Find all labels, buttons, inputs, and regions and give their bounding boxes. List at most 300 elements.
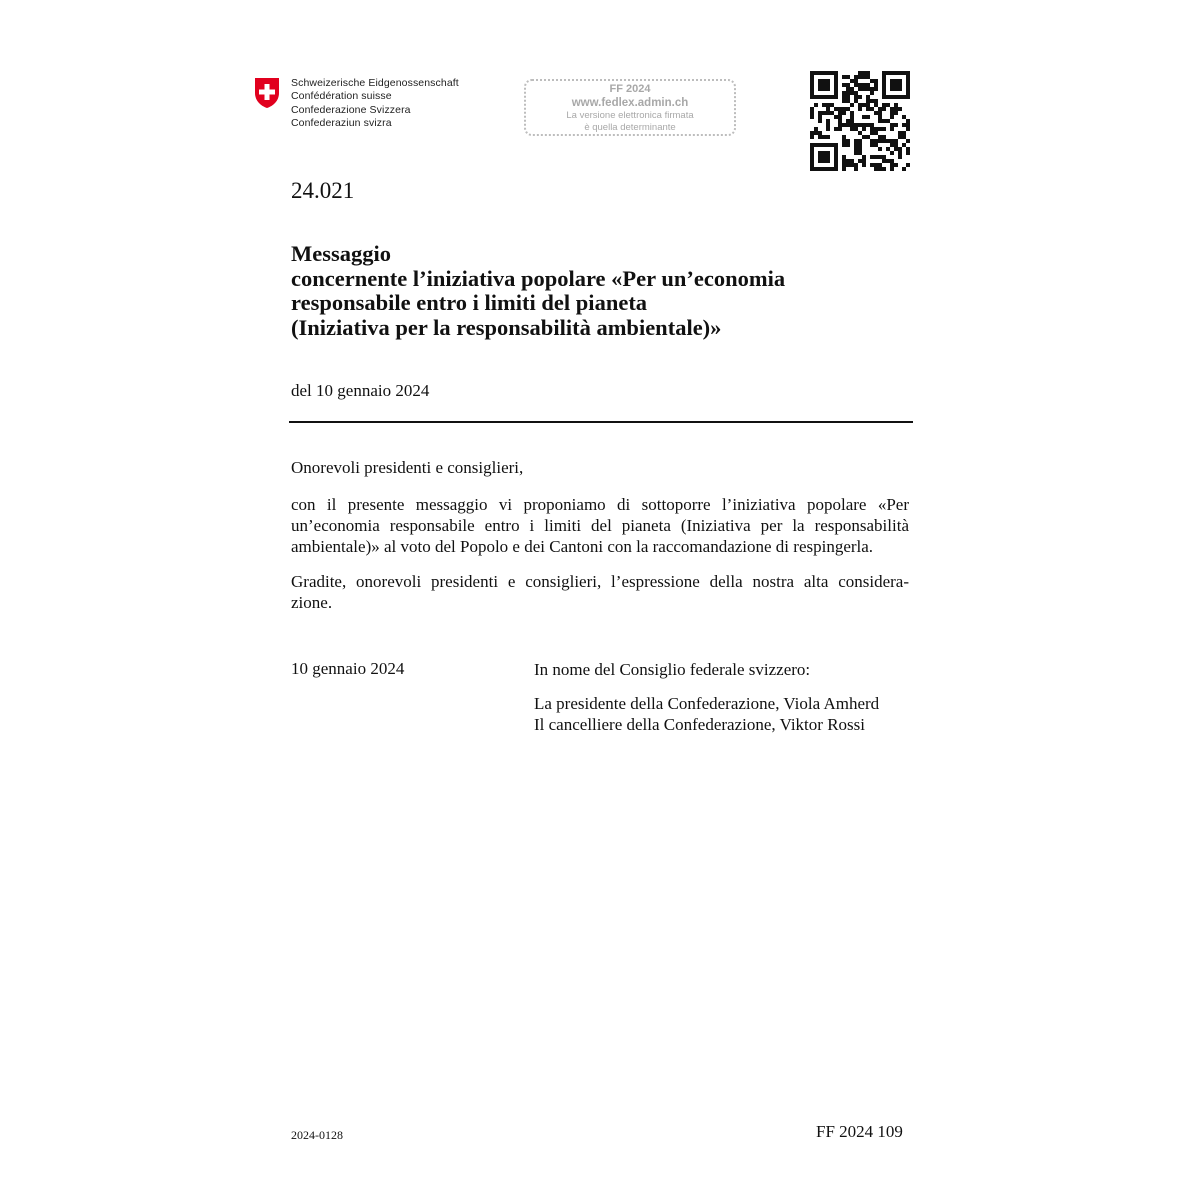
qr-module (882, 87, 886, 91)
message-paragraph (291, 494, 909, 557)
qr-module (874, 99, 878, 103)
qr-module (858, 131, 862, 135)
qr-module (854, 151, 858, 155)
qr-module (834, 75, 838, 79)
qr-module (822, 155, 826, 159)
qr-module (890, 95, 894, 99)
qr-module (882, 75, 886, 79)
qr-module (898, 95, 902, 99)
qr-module (882, 79, 886, 83)
qr-module (882, 107, 886, 111)
qr-module (846, 99, 850, 103)
qr-module (858, 95, 862, 99)
qr-module (850, 103, 854, 107)
qr-module (826, 119, 830, 123)
qr-module (838, 107, 842, 111)
qr-module (814, 103, 818, 107)
document-number: 24.021 (291, 178, 355, 203)
qr-module (858, 71, 862, 75)
qr-module (874, 111, 878, 115)
qr-module (906, 71, 910, 75)
qr-module (842, 107, 846, 111)
qr-module (866, 103, 870, 107)
qr-module (822, 103, 826, 107)
qr-module (854, 167, 858, 171)
qr-module (842, 163, 846, 167)
qr-module (878, 163, 882, 167)
qr-module (886, 103, 890, 107)
qr-module (818, 135, 822, 139)
qr-module (834, 79, 838, 83)
qr-module (854, 127, 858, 131)
qr-module (826, 79, 830, 83)
qr-module (886, 139, 890, 143)
qr-module (898, 107, 902, 111)
title-line: responsabile entro i limiti del pianeta (291, 290, 648, 315)
qr-module (834, 143, 838, 147)
qr-module (850, 127, 854, 131)
qr-module (866, 115, 870, 119)
qr-module (822, 79, 826, 83)
qr-module (810, 159, 814, 163)
qr-module (862, 127, 866, 131)
qr-module (882, 91, 886, 95)
qr-module (906, 123, 910, 127)
qr-module (846, 107, 850, 111)
paragraph-line: un’economia responsabile entro i limiti del pianeta (Iniziativa per la responsabilità (291, 516, 909, 535)
qr-module (818, 79, 822, 83)
qr-module (822, 167, 826, 171)
qr-module (846, 87, 850, 91)
qr-module (810, 163, 814, 167)
qr-module (874, 87, 878, 91)
qr-module (878, 139, 882, 143)
qr-module (882, 155, 886, 159)
signature-block (534, 659, 879, 735)
qr-module (898, 147, 902, 151)
qr-module (846, 143, 850, 147)
qr-module (890, 159, 894, 163)
qr-module (846, 91, 850, 95)
qr-module (838, 127, 842, 131)
qr-module (818, 151, 822, 155)
qr-module (894, 147, 898, 151)
qr-module (846, 95, 850, 99)
qr-module (830, 167, 834, 171)
qr-module (862, 163, 866, 167)
qr-module (882, 103, 886, 107)
signature-on-behalf: In nome del Consiglio federale svizzero: (534, 660, 811, 679)
qr-module (854, 91, 858, 95)
qr-module (818, 95, 822, 99)
qr-module (906, 119, 910, 123)
qr-module (858, 103, 862, 107)
qr-module (890, 139, 894, 143)
qr-module (870, 143, 874, 147)
qr-module (822, 135, 826, 139)
confederation-name-fr: Confédération suisse (291, 90, 392, 103)
qr-module (898, 83, 902, 87)
qr-module (850, 119, 854, 123)
qr-code-icon (810, 71, 910, 171)
qr-module (822, 143, 826, 147)
qr-module (830, 143, 834, 147)
qr-module (822, 111, 826, 115)
qr-module (878, 147, 882, 151)
qr-module (818, 159, 822, 163)
qr-module (826, 127, 830, 131)
footer-page-reference: FF 2024 109 (816, 1122, 903, 1141)
paragraph-line: zione. (291, 593, 333, 612)
qr-module (842, 83, 846, 87)
qr-module (850, 123, 854, 127)
qr-module (854, 99, 858, 103)
qr-module (862, 103, 866, 107)
qr-module (870, 127, 874, 131)
qr-module (826, 151, 830, 155)
qr-module (890, 151, 894, 155)
qr-module (810, 91, 814, 95)
qr-module (810, 83, 814, 87)
qr-module (906, 87, 910, 91)
qr-module (846, 123, 850, 127)
qr-module (850, 163, 854, 167)
qr-module (826, 87, 830, 91)
qr-module (886, 71, 890, 75)
qr-module (862, 115, 866, 119)
stamp-note-1: La versione elettronica firmata (566, 110, 694, 121)
qr-module (874, 127, 878, 131)
stamp-url: www.fedlex.admin.ch (571, 97, 689, 109)
qr-module (882, 71, 886, 75)
qr-module (810, 115, 814, 119)
qr-module (894, 107, 898, 111)
confederation-name-de: Schweizerische Eidgenossenschaft (291, 77, 459, 89)
qr-module (818, 143, 822, 147)
qr-module (826, 135, 830, 139)
qr-module (882, 159, 886, 163)
qr-module (862, 87, 866, 91)
qr-module (862, 75, 866, 79)
qr-module (882, 95, 886, 99)
qr-module (830, 95, 834, 99)
qr-module (826, 159, 830, 163)
qr-module (882, 83, 886, 87)
qr-module (866, 123, 870, 127)
qr-module (826, 167, 830, 171)
qr-module (814, 95, 818, 99)
qr-module (898, 135, 902, 139)
qr-module (862, 123, 866, 127)
qr-module (854, 75, 858, 79)
qr-module (810, 131, 814, 135)
qr-module (858, 147, 862, 151)
qr-module (902, 95, 906, 99)
qr-module (858, 123, 862, 127)
qr-module (842, 159, 846, 163)
qr-module (854, 95, 858, 99)
qr-module (810, 143, 814, 147)
qr-module (826, 155, 830, 159)
qr-module (818, 131, 822, 135)
qr-module (890, 83, 894, 87)
qr-module (890, 107, 894, 111)
qr-module (834, 159, 838, 163)
qr-module (838, 123, 842, 127)
qr-module (870, 131, 874, 135)
qr-module (878, 115, 882, 119)
qr-module (834, 151, 838, 155)
qr-module (826, 143, 830, 147)
qr-module (878, 167, 882, 171)
qr-module (850, 91, 854, 95)
qr-module (890, 79, 894, 83)
qr-module (894, 123, 898, 127)
qr-module (826, 111, 830, 115)
qr-module (890, 143, 894, 147)
qr-module (810, 111, 814, 115)
qr-module (898, 79, 902, 83)
qr-module (862, 159, 866, 163)
qr-module (846, 163, 850, 167)
qr-module (842, 155, 846, 159)
qr-module (878, 127, 882, 131)
qr-module (842, 123, 846, 127)
qr-module (834, 83, 838, 87)
qr-module (822, 87, 826, 91)
qr-module (906, 151, 910, 155)
qr-module (866, 107, 870, 111)
qr-module (818, 83, 822, 87)
qr-module (818, 119, 822, 123)
qr-module (810, 79, 814, 83)
qr-module (810, 155, 814, 159)
qr-module (870, 163, 874, 167)
qr-module (818, 155, 822, 159)
qr-module (862, 135, 866, 139)
qr-module (894, 87, 898, 91)
qr-module (890, 111, 894, 115)
signature-president: La presidente della Confederazione, Viola Amherd (534, 694, 880, 713)
qr-module (870, 79, 874, 83)
qr-module (874, 79, 878, 83)
qr-module (894, 143, 898, 147)
qr-module (814, 127, 818, 131)
qr-module (854, 79, 858, 83)
qr-module (854, 147, 858, 151)
qr-module (870, 155, 874, 159)
qr-module (886, 119, 890, 123)
electronic-version-stamp (524, 79, 736, 136)
qr-module (826, 103, 830, 107)
qr-module (822, 151, 826, 155)
qr-module (846, 159, 850, 163)
title-line: concernente l’iniziativa popolare «Per un’economia (291, 265, 786, 291)
qr-module (902, 123, 906, 127)
qr-module (818, 111, 822, 115)
qr-module (814, 131, 818, 135)
confederation-names (291, 77, 459, 130)
qr-module (850, 79, 854, 83)
qr-module (822, 83, 826, 87)
document-date: del 10 gennaio 2024 (291, 381, 430, 400)
qr-module (858, 83, 862, 87)
qr-module (902, 167, 906, 171)
qr-module (818, 167, 822, 171)
qr-module (870, 99, 874, 103)
qr-module (902, 71, 906, 75)
qr-module (902, 115, 906, 119)
closing-paragraph (291, 571, 909, 613)
qr-module (822, 95, 826, 99)
footer-reference: 2024-0128 (291, 1128, 343, 1142)
qr-module (878, 107, 882, 111)
qr-module (838, 119, 842, 123)
qr-module (906, 163, 910, 167)
qr-module (894, 163, 898, 167)
signature-chancellor: Il cancelliere della Confederazione, Viktor Rossi (534, 715, 865, 734)
qr-module (810, 75, 814, 79)
qr-module (882, 127, 886, 131)
qr-module (870, 139, 874, 143)
qr-module (890, 115, 894, 119)
qr-module (834, 71, 838, 75)
qr-module (826, 95, 830, 99)
qr-module (894, 103, 898, 107)
qr-module (894, 71, 898, 75)
qr-module (894, 95, 898, 99)
qr-module (834, 147, 838, 151)
qr-module (906, 79, 910, 83)
qr-module (814, 143, 818, 147)
qr-module (846, 139, 850, 143)
qr-module (826, 83, 830, 87)
qr-module (810, 147, 814, 151)
qr-module (842, 75, 846, 79)
qr-module (882, 139, 886, 143)
document-title (291, 242, 911, 340)
qr-module (906, 127, 910, 131)
swiss-shield-icon (253, 77, 281, 109)
qr-module (894, 83, 898, 87)
qr-module (862, 155, 866, 159)
qr-module (810, 135, 814, 139)
qr-module (822, 159, 826, 163)
qr-module (866, 99, 870, 103)
qr-module (870, 107, 874, 111)
qr-module (870, 91, 874, 95)
qr-module (810, 151, 814, 155)
paragraph-line: Gradite, onorevoli presidenti e consiglieri, l’espressione della nostra alta considera- (291, 572, 909, 591)
qr-module (858, 87, 862, 91)
qr-module (906, 147, 910, 151)
qr-module (850, 87, 854, 91)
qr-module (898, 71, 902, 75)
confederation-name-it: Confederazione Svizzera (291, 103, 411, 116)
qr-module (838, 115, 842, 119)
qr-module (858, 159, 862, 163)
qr-module (834, 95, 838, 99)
qr-module (826, 71, 830, 75)
qr-module (842, 99, 846, 103)
qr-module (810, 107, 814, 111)
signature-date: 10 gennaio 2024 (291, 659, 405, 678)
qr-module (902, 135, 906, 139)
qr-module (878, 155, 882, 159)
qr-module (874, 155, 878, 159)
qr-module (906, 95, 910, 99)
horizontal-rule (289, 421, 913, 423)
qr-module (846, 119, 850, 123)
qr-module (838, 111, 842, 115)
qr-module (810, 87, 814, 91)
qr-module (870, 87, 874, 91)
qr-module (898, 155, 902, 159)
qr-module (902, 143, 906, 147)
qr-module (890, 123, 894, 127)
qr-module (858, 151, 862, 155)
qr-module (866, 87, 870, 91)
salutation: Onorevoli presidenti e consiglieri, (291, 458, 524, 477)
qr-module (878, 135, 882, 139)
paragraph-line: con il presente messaggio vi proponiamo di sottoporre l’iniziativa popolare «Per (291, 495, 909, 514)
qr-module (886, 159, 890, 163)
qr-module (878, 111, 882, 115)
qr-module (842, 91, 846, 95)
paragraph-line: ambientale)» al voto del Popolo e dei Cantoni con la raccomandazione di respingerla. (291, 537, 874, 556)
qr-module (906, 75, 910, 79)
qr-module (834, 115, 838, 119)
qr-module (834, 127, 838, 131)
qr-module (906, 91, 910, 95)
qr-module (866, 95, 870, 99)
qr-module (906, 139, 910, 143)
qr-module (874, 83, 878, 87)
qr-module (886, 147, 890, 151)
qr-module (866, 75, 870, 79)
qr-module (826, 107, 830, 111)
qr-module (866, 135, 870, 139)
qr-module (862, 71, 866, 75)
qr-module (810, 95, 814, 99)
qr-module (842, 139, 846, 143)
qr-module (858, 75, 862, 79)
qr-module (890, 71, 894, 75)
qr-module (882, 135, 886, 139)
qr-module (842, 111, 846, 115)
qr-module (814, 167, 818, 171)
qr-module (858, 143, 862, 147)
qr-module (898, 131, 902, 135)
qr-module (842, 135, 846, 139)
qr-module (818, 115, 822, 119)
signature-spacer (534, 680, 879, 693)
qr-module (834, 107, 838, 111)
qr-module (870, 123, 874, 127)
qr-module (890, 167, 894, 171)
qr-module (842, 167, 846, 171)
qr-module (850, 115, 854, 119)
qr-module (866, 71, 870, 75)
qr-module (862, 83, 866, 87)
title-line: Messaggio (291, 241, 391, 266)
qr-module (890, 87, 894, 91)
qr-module (874, 163, 878, 167)
qr-module (882, 167, 886, 171)
qr-module (898, 151, 902, 155)
qr-module (810, 71, 814, 75)
qr-module (834, 167, 838, 171)
